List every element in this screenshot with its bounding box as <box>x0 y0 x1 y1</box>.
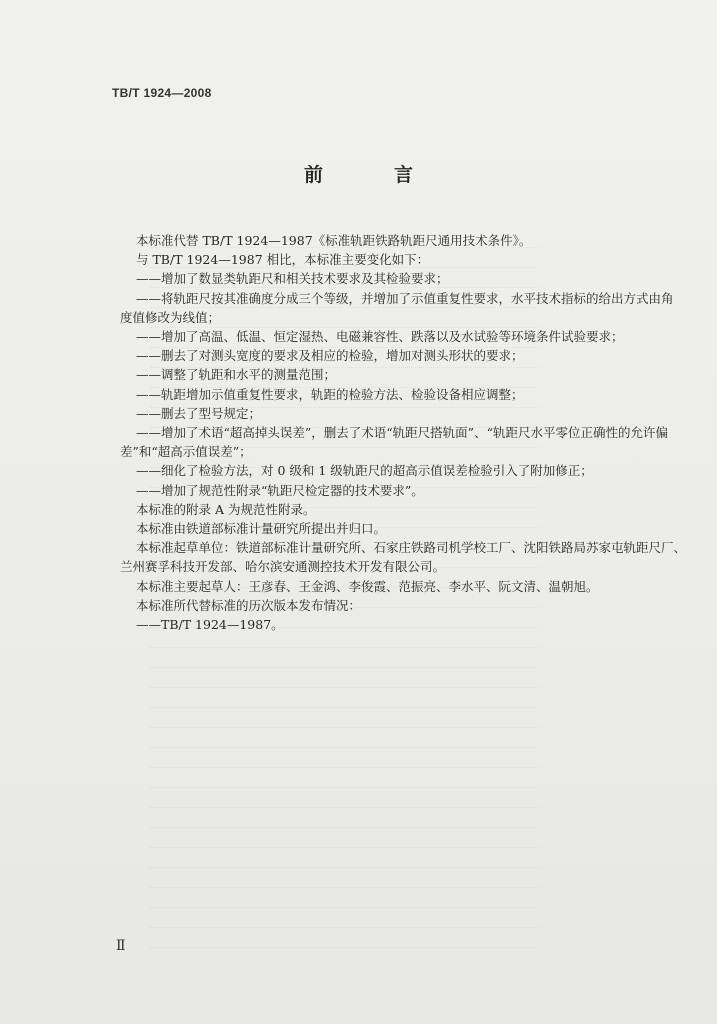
list-item: ——删去了对测头宽度的要求及相应的检验，增加对测头形状的要求； <box>136 348 524 364</box>
list-item: ——调整了轨距和水平的测量范围； <box>136 367 337 383</box>
list-item: ——增加了规范性附录“轨距尺检定器的技术要求”。 <box>136 482 424 498</box>
list-item: ——增加了数显类轨距尺和相关技术要求及其检验要求； <box>136 271 449 287</box>
list-item: ——增加了术语“超高掉头误差”，删去了术语“轨距尺搭轨面”、“轨距尺水平零位正确性的允许偏 <box>136 425 668 441</box>
foreword-body <box>120 231 687 634</box>
list-item-continuation: 差”和“超高示值误差”； <box>120 444 252 460</box>
paragraph-continuation: 兰州赛孚科技开发部、哈尔滨安通测控技术开发有限公司。 <box>120 559 446 575</box>
paragraph: 本标准代替 TB/T 1924—1987《标准轨距铁路轨距尺通用技术条件》。 <box>136 233 532 248</box>
list-item: ——TB/T 1924—1987。 <box>136 617 284 633</box>
standard-code: TB/T 1924—2008 <box>112 86 212 100</box>
list-item: ——轨距增加示值重复性要求，轨距的检验方法、检验设备相应调整； <box>136 386 524 402</box>
paragraph: 与 TB/T 1924—1987 相比，本标准主要变化如下： <box>136 252 430 268</box>
paragraph: 本标准所代替标准的历次版本发布情况： <box>136 597 362 613</box>
list-item: ——增加了高温、低温、恒定湿热、电磁兼容性、跌落以及水试验等环境条件试验要求； <box>136 329 624 345</box>
list-item-continuation: 度值修改为线值； <box>120 309 221 325</box>
page-number: Ⅱ <box>116 938 126 954</box>
list-item: ——将轨距尺按其准确度分成三个等级，并增加了示值重复性要求，水平技术指标的给出方式由角 <box>136 290 674 306</box>
paragraph: 本标准由铁道部标准计量研究所提出并归口。 <box>136 521 387 537</box>
paragraph: 本标准主要起草人：王彦春、王金鸿、李俊霞、范振亮、李水平、阮文清、温朝旭。 <box>136 578 599 594</box>
paragraph: 本标准起草单位：铁道部标准计量研究所、石家庄铁路司机学校工厂、沈阳铁路局苏家屯轨距尺厂、 <box>136 540 687 556</box>
page-title: 前 言 <box>303 164 439 186</box>
list-item: ——删去了型号规定； <box>136 405 262 421</box>
paragraph: 本标准的附录 A 为规范性附录。 <box>136 501 316 517</box>
list-item: ——细化了检验方法，对 0 级和 1 级轨距尺的超高示值误差检验引入了附加修正； <box>136 463 593 479</box>
